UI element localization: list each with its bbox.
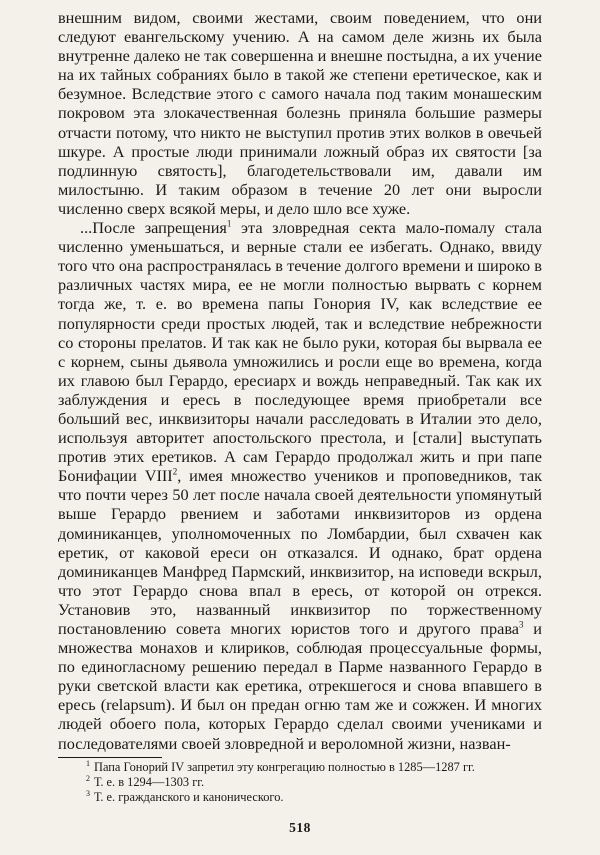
footnote-number: 3 — [86, 789, 90, 799]
footnote-number: 2 — [86, 774, 90, 784]
footnote-ref: 3 — [519, 619, 524, 630]
text-run: и множества монахов и клириков, соблюдая процессуальные формы, по единогласному решению передал в Парме названного Герардо в руки светской власти как еретика, отрекшегося и снова впавшего в ересь (relapsum). И был он предан огню там же и сожжен. И многих людей обоего пола, которых Герардо сделал своими учениками и последователями своей зловредной и вероломной жизни, назван- — [58, 619, 542, 753]
footnote-text: Т. е. в 1294—1303 гг. — [94, 775, 205, 790]
text-run: ...После запрещения — [80, 218, 227, 238]
footnote-number: 1 — [86, 758, 90, 768]
footnote — [58, 760, 542, 775]
page-number: 518 — [289, 820, 311, 835]
main-text — [58, 8, 542, 753]
footnotes — [58, 760, 542, 806]
paragraph — [58, 218, 542, 753]
footnote-ref: 2 — [172, 466, 178, 477]
footnote — [58, 790, 542, 805]
text-run: эта зловредная секта мало-помалу стала численно уменьшаться, и верные стали ее избегать. Однако, ввиду того что она распространялась в течение долгого времени и широко в различных частях мира, ее не могли полностью вырвать с корнем тогда же, т. е. во времена папы Гонория IV, как вследствие ее популярности среди простых людей, так и вследствие небрежности со стороны прелатов. И так как не было руки, которая бы вырвала ее с корнем, сыны дьявола умножились и росли еще во времена, когда их главою был Герардо, ересиарх и вождь неправедный. Так как их заблуждения и ересь в последующее время приобретали все больший вес, инквизиторы начали расследовать в Италии это дело, используя авторитет апостольского престола, и [стали] выступать против этих еретиков. А сам Герардо продолжал жить и при папе Бонифации VIII — [58, 218, 542, 486]
footnote-text: Папа Гонорий IV запретил эту конгрегацию полностью в 1285—1287 гг. — [94, 760, 475, 774]
footnote-ref: 1 — [226, 218, 232, 229]
paragraph: внешним видом, своими жестами, своим поведением, что они следуют евангельскому учению. А на самом деле жизнь их была внутренне далеко не так совершенна и внешне постыдна, а их учение на их тайных собраниях было в такой же степени еретическое, как и безумное. Вследствие этого с самого начала под таким монашеским покровом эта злокачественная болезнь приняла большие размеры отчасти потому, что никто не выступил против этих волков в овечьей шкуре. А простые люди принимали ложный образ их святости [за подлинную святость], благодетельствовали им, давали им милостыню. И таким образом в течение 20 лет они выросли численно сверх всякой меры, и дело шло все хуже. — [58, 8, 542, 218]
footnote-separator — [58, 757, 162, 758]
footnote-text: Т. е. гражданского и канонического. — [94, 790, 284, 805]
footnote — [58, 775, 542, 790]
text-run: , имея множество учеников и проповедников, так что почти через 50 лет после начала своей деятельности упомянутый выше Герардо рвением и заботами инквизиторов из ордена доминиканцев, уполномоченных по Ломбардии, был схвачен как еретик, от каковой ереси он отказался. И однако, брат ордена доминиканцев Манфред Пармский, инквизитор, на исповеди вскрыл, что этот Герардо снова впал в ересь, от которой он отрекся. Установив это, названный инквизитор по торжественному постановлению совета многих юристов того и другого права — [58, 466, 542, 638]
